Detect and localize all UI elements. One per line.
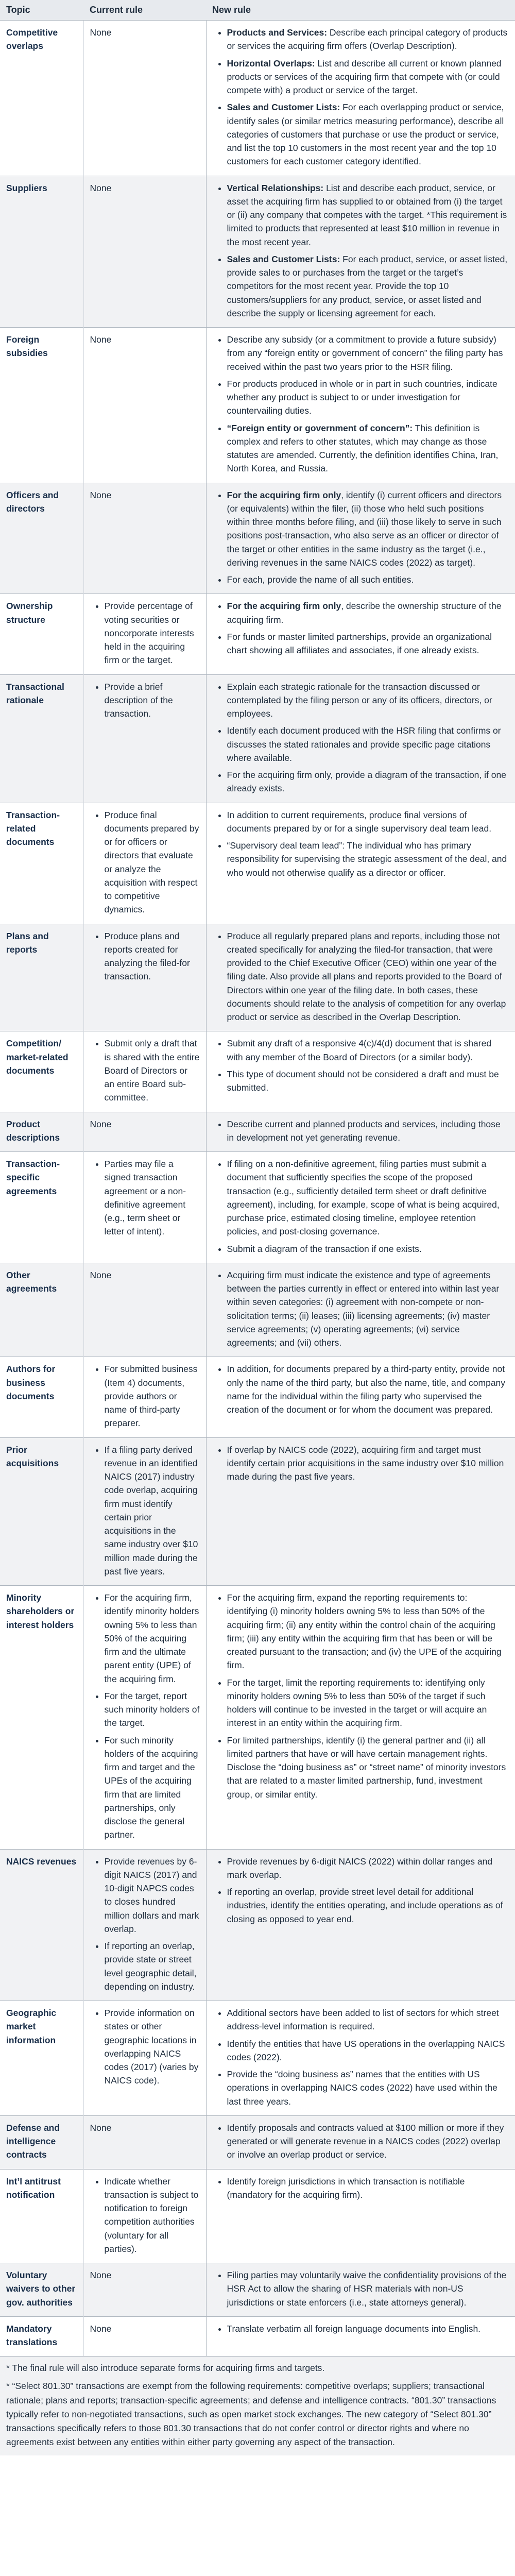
topic-cell: Suppliers (0, 176, 83, 328)
current-rule-text: None (90, 1269, 112, 1280)
new-rule-list (213, 1117, 509, 1145)
current-rule-item: • Parties may file a signed transaction agreement or a non-definitive agreement (e.g., term sheet or letter of intent). (105, 1157, 200, 1239)
footnote: * “Select 801.30” transactions are exempt from the following requirements: competitive overlaps; suppliers; transactional rationale; plans and reports; transaction-specific agreements; and defense and intelligence contracts. “801.30” transactions typically refer to non-negotiated transactions, such as open market stock exchanges. The new category of “Select 801.30” transactions specifically refers to those 801.30 transactions that do not confer control or director rights and where no agreements exist between any entities within either party governing any aspect of the transaction. (6, 2381, 496, 2447)
current-rule-cell (83, 1357, 206, 1437)
topic-cell: NAICS revenues (0, 1849, 83, 2001)
current-rule-cell (83, 1152, 206, 1263)
new-rule-text: For limited partnerships, identify (i) the general partner and (ii) all limited partners that have or will have certain management rights. Disclose the “doing business as” or “street name” of minority investors that are related to a master limited partnership, fund, investment group, or similar entity. (227, 1735, 506, 1800)
new-rule-cell (206, 1152, 515, 1263)
current-rule-cell (83, 2316, 206, 2356)
new-rule-item (227, 724, 509, 765)
new-rule-cell (206, 1263, 515, 1357)
current-rule-item: • Provide information on states or other geographic locations in overlapping NAICS codes (2017) (varies by NAICS code). (105, 2006, 200, 2088)
current-rule-item: • Provide revenues by 6-digit NAICS (2017) and 10-digit NAPCS codes to closes hundred million dollars and mark overlap. (105, 1855, 200, 1936)
table-header-row (0, 0, 515, 21)
topic-cell: Transaction-specific agreements (0, 1152, 83, 1263)
new-rule-item (227, 929, 509, 1024)
topic-cell: Competitive overlaps (0, 21, 83, 176)
new-rule-item (227, 488, 509, 570)
current-rule-cell (83, 1112, 206, 1152)
new-rule-text: For the acquiring firm, expand the reporting requirements to: identifying (i) minority holders owning 5% to less than 50% of the acquiring firm; (ii) any entity within the control chain of the acquiring firm; (iii) any entity within the acquiring firm that has been or will be created pursuant to the transaction; and (iv) the UPE of the acquiring firm. (227, 1592, 502, 1671)
new-rule-text: “Supervisory deal team lead”: The individual who has primary responsibility for supervising the strategic assessment of the deal, and who would not otherwise qualify as a director or officer. (227, 840, 507, 878)
new-rule-lead: Horizontal Overlaps: (227, 58, 315, 69)
current-rule-cell (83, 2169, 206, 2263)
new-rule-cell (206, 924, 515, 1031)
new-rule-item (227, 2006, 509, 2033)
new-rule-item (227, 1157, 509, 1239)
new-rule-text: Provide the “doing business as” names that the entities with US operations in overlapping NAICS codes (2022) have used within the last three years. (227, 2069, 497, 2107)
topic-cell: Authors for business documents (0, 1357, 83, 1437)
current-rule-item: • Provide a brief description of the transaction. (105, 680, 200, 721)
current-rule-list (90, 1157, 200, 1239)
new-rule-text: Provide revenues by 6-digit NAICS (2022) within dollar ranges and mark overlap. (227, 1856, 493, 1880)
new-rule-text: Describe each principal category of products or services the acquiring firm offers (Overlap Description). (227, 27, 508, 52)
table-row (0, 1849, 515, 2001)
current-rule-list (90, 1037, 200, 1104)
topic-cell: Ownership structure (0, 594, 83, 674)
new-rule-cell (206, 328, 515, 483)
new-rule-list (213, 1362, 509, 1416)
new-rule-list (213, 599, 509, 657)
footnote: * The final rule will also introduce separate forms for acquiring firms and targets. (6, 2363, 325, 2374)
table-row (0, 2263, 515, 2317)
topic-cell: Foreign subsidies (0, 328, 83, 483)
table-row (0, 1437, 515, 1586)
table-row (0, 1263, 515, 1357)
new-rule-text: For the target, limit the reporting requirements to: identifying only minority holders owning 5% to less than 50% of the target if such holders will continue to be invested in the target or will acquire an interest in an entity within the acquiring firm. (227, 1677, 487, 1728)
topic-cell: Competition/ market-related documents (0, 1031, 83, 1112)
topic-cell: Mandatory translations (0, 2316, 83, 2356)
topic-cell: Other agreements (0, 1263, 83, 1357)
table-row (0, 1031, 515, 1112)
current-rule-cell (83, 1031, 206, 1112)
current-rule-cell (83, 1437, 206, 1586)
table-row (0, 21, 515, 176)
new-rule-cell (206, 2001, 515, 2116)
new-rule-item (227, 1443, 509, 1484)
new-rule-item (227, 1117, 509, 1145)
new-rule-item (227, 181, 509, 249)
header-topic: Topic (0, 0, 83, 21)
new-rule-list (213, 680, 509, 795)
current-rule-list (90, 1443, 200, 1579)
new-rule-item (227, 1268, 509, 1350)
table-row (0, 803, 515, 924)
new-rule-text: In addition, for documents prepared by a third-party entity, provide not only the name of the third party, but also the name, title, and company name for the individual within the filing party who supervised the creation of the document or for whom the document was prepared. (227, 1364, 506, 1415)
new-rule-text: This type of document should not be considered a draft and must be submitted. (227, 1069, 499, 1093)
new-rule-text: Explain each strategic rationale for the transaction discussed or contemplated by the filing person or any of its officers, directors, or employees. (227, 681, 492, 719)
new-rule-text: If filing on a non-definitive agreement, filing parties must submit a document that sufficiently specifies the scope of the proposed transaction (e.g., sufficiently detailed term sheet or draft definitive agreement), including, for example, scope of what is being acquired, purchase price, estimated closing timeline, employee retention policies, and post-closing governance. (227, 1159, 500, 1237)
new-rule-lead: For the acquiring firm only (227, 489, 341, 500)
new-rule-text: Identify the entities that have US operations in the overlapping NAICS codes (2022). (227, 2038, 505, 2062)
new-rule-item (227, 1734, 509, 1801)
new-rule-lead: For the acquiring firm only (227, 601, 341, 612)
new-rule-list (213, 2175, 509, 2202)
current-rule-cell (83, 483, 206, 594)
new-rule-cell (206, 176, 515, 328)
current-rule-text: None (90, 182, 112, 193)
new-rule-lead: “Foreign entity or government of concern”: (227, 422, 413, 433)
new-rule-text: Identify each document produced with the HSR filing that confirms or discusses the stated rationales and provide specific page citations where available. (227, 725, 501, 763)
new-rule-cell (206, 21, 515, 176)
current-rule-item: • Submit only a draft that is shared with the entire Board of Directors or an entire Board sub-committee. (105, 1037, 200, 1104)
current-rule-list (90, 808, 200, 917)
current-rule-cell (83, 674, 206, 803)
new-rule-cell (206, 594, 515, 674)
table-body (0, 21, 515, 2357)
new-rule-item (227, 1676, 509, 1730)
new-rule-list (213, 2121, 509, 2162)
table-row (0, 1357, 515, 1437)
new-rule-list (213, 808, 509, 879)
new-rule-list (213, 2268, 509, 2309)
new-rule-cell (206, 483, 515, 594)
current-rule-cell (83, 328, 206, 483)
current-rule-text: None (90, 27, 112, 38)
new-rule-text: List and describe each product, service, or asset the acquiring firm has supplied to or obtained from (i) the target or (ii) any company that competes with the target. *This requirement is limited to products that represented at least $10 million in revenue in the most recent year. (227, 182, 507, 247)
new-rule-list (213, 1855, 509, 1926)
current-rule-cell (83, 2115, 206, 2169)
new-rule-item (227, 1067, 509, 1095)
new-rule-item (227, 377, 509, 418)
new-rule-text: List and describe all current or known planned products or services of the acquiring firm that compete with (or could compete with) a product or service of the target. (227, 58, 502, 95)
new-rule-text: Filing parties may voluntarily waive the confidentiality provisions of the HSR Act to allow the sharing of HSR materials with non-US jurisdictions or state enforcers (i.e., state attorneys general). (227, 2270, 507, 2308)
topic-cell: Int’l antitrust notification (0, 2169, 83, 2263)
new-rule-item (227, 680, 509, 721)
current-rule-cell (83, 924, 206, 1031)
new-rule-item (227, 2268, 509, 2309)
table-row (0, 2115, 515, 2169)
new-rule-text: If overlap by NAICS code (2022), acquiring firm and target must identify certain prior acquisitions in the same industry over $10 million made during the past five years. (227, 1444, 504, 1482)
table-row (0, 1586, 515, 1850)
new-rule-item (227, 2037, 509, 2064)
new-rule-cell (206, 2169, 515, 2263)
new-rule-text: This definition is complex and refers to other statutes, which may change as those statutes are amended. Currently, the definition identifies China, Iran, North Korea, and Russia. (227, 422, 499, 474)
new-rule-item (227, 26, 509, 53)
current-rule-text: None (90, 334, 112, 345)
new-rule-text: Identify foreign jurisdictions in which transaction is notifiable (mandatory for the acquiring firm). (227, 2176, 465, 2200)
new-rule-list (213, 2006, 509, 2108)
new-rule-text: Describe any subsidy (or a commitment to provide a future subsidy) from any “foreign entity or government of concern” the filing party has received within the past two years prior to the HSR filing. (227, 334, 503, 372)
current-rule-cell (83, 1263, 206, 1357)
current-rule-list (90, 929, 200, 984)
new-rule-cell (206, 1357, 515, 1437)
footnotes (0, 2356, 515, 2455)
topic-cell: Transaction-related documents (0, 803, 83, 924)
new-rule-cell (206, 1586, 515, 1850)
current-rule-cell (83, 2001, 206, 2116)
current-rule-cell (83, 1586, 206, 1850)
topic-cell: Voluntary waivers to other gov. authorities (0, 2263, 83, 2317)
current-rule-text: None (90, 1118, 112, 1129)
new-rule-text: Submit any draft of a responsive 4(c)/4(d) document that is shared with any member of the Board of Directors (or a similar body). (227, 1038, 492, 1062)
topic-cell: Officers and directors (0, 483, 83, 594)
new-rule-text: Acquiring firm must indicate the existence and type of agreements between the parties currently in effect or entered into within last year within seven categories: (i) agreement with non-compete or non-solicitation terms; (ii) leases; (iii) licensing agreements; (iv) master service agreements; (v) operating agreements; (vi) service agreements; and (vii) others. (227, 1269, 500, 1348)
new-rule-item (227, 599, 509, 626)
new-rule-item (227, 2322, 509, 2335)
topic-cell: Transactional rationale (0, 674, 83, 803)
current-rule-item: • For the acquiring firm, identify minority holders owning 5% to less than 50% of the acquiring firm and the ultimate parent entity (UPE) of the acquiring firm. (105, 1591, 200, 1686)
current-rule-list (90, 1591, 200, 1842)
current-rule-text: None (90, 2323, 112, 2334)
new-rule-text: For the acquiring firm only, provide a diagram of the transaction, if one already exists. (227, 770, 506, 794)
topic-cell: Minority shareholders or interest holders (0, 1586, 83, 1850)
header-new-rule: New rule (206, 0, 515, 21)
table-row (0, 674, 515, 803)
current-rule-cell (83, 1849, 206, 2001)
current-rule-cell (83, 803, 206, 924)
new-rule-cell (206, 2115, 515, 2169)
new-rule-text: Produce all regularly prepared plans and reports, including those not created specifically for analyzing the filed-for transaction, that were provided to the Chief Executive Officer (CEO) within one year of the filing date. Also provide all plans and reports provided to the Board of Directors within one year of the filing date. In both cases, these documents should relate to the analysis of competition for any overlap product or service as described in the Overlap Description. (227, 930, 506, 1022)
table-row (0, 176, 515, 328)
new-rule-lead: Vertical Relationships: (227, 182, 324, 193)
table-row (0, 2001, 515, 2116)
new-rule-text: For each product, service, or asset listed, provide sales to or purchases from the target or the target’s competitors for the most recent year. Provide the top 10 customers/suppliers for any product, service, or asset listed and describe the supply or licensing agreement for each. (227, 253, 508, 318)
new-rule-item (227, 573, 509, 586)
current-rule-list (90, 2006, 200, 2088)
new-rule-list (213, 181, 509, 320)
new-rule-text: , identify (i) current officers and directors (or equivalents) within the filer, (ii) those who held such positions within three months before filing, and (iii) those likely to serve in such positions post-transaction, who also serve as an officer or director of the target or other entities in the same industry as the target (i.e., deriving revenues in the same NAICS codes (2022) as target). (227, 489, 502, 568)
current-rule-cell (83, 176, 206, 328)
new-rule-text: , describe the ownership structure of the acquiring firm. (227, 601, 502, 625)
new-rule-list (213, 26, 509, 168)
new-rule-cell (206, 803, 515, 924)
new-rule-text: Submit a diagram of the transaction if one exists. (227, 1243, 422, 1254)
table-row (0, 924, 515, 1031)
new-rule-list (213, 333, 509, 476)
table-row (0, 483, 515, 594)
new-rule-item (227, 1362, 509, 1416)
new-rule-text: For each, provide the name of all such entities. (227, 574, 414, 585)
new-rule-item (227, 2175, 509, 2202)
current-rule-text: None (90, 489, 112, 500)
new-rule-item (227, 333, 509, 374)
new-rule-text: Translate verbatim all foreign language documents into English. (227, 2323, 481, 2334)
current-rule-list (90, 680, 200, 721)
new-rule-list (213, 488, 509, 587)
new-rule-cell (206, 1849, 515, 2001)
table-row (0, 594, 515, 674)
topic-cell: Prior acquisitions (0, 1437, 83, 1586)
new-rule-lead: Sales and Customer Lists: (227, 253, 340, 264)
new-rule-cell (206, 2316, 515, 2356)
new-rule-cell (206, 1437, 515, 1586)
new-rule-item (227, 1242, 509, 1256)
new-rule-item (227, 57, 509, 97)
new-rule-list (213, 1443, 509, 1484)
new-rule-item (227, 1037, 509, 1064)
new-rule-list (213, 1591, 509, 1801)
new-rule-list (213, 1268, 509, 1350)
new-rule-list (213, 929, 509, 1024)
current-rule-list (90, 2175, 200, 2256)
new-rule-item (227, 808, 509, 836)
new-rule-text: For each overlapping product or service, identify sales (or similar metrics measuring performance), describe all categories of customers that purchase or use the product or service, and list the top 10 customers in the most recent year and the top 10 customers for each customer category identified. (227, 102, 504, 167)
current-rule-item: • For the target, report such minority holders of the target. (105, 1689, 200, 1730)
current-rule-item: • Produce plans and reports created for analyzing the filed-for transaction. (105, 929, 200, 984)
new-rule-list (213, 1157, 509, 1256)
new-rule-cell (206, 1112, 515, 1152)
new-rule-text: In addition to current requirements, produce final versions of documents prepared by or for a single supervisory deal team lead. (227, 809, 492, 834)
new-rule-lead: Products and Services: (227, 27, 328, 38)
current-rule-text: None (90, 2122, 112, 2133)
new-rule-text: If reporting an overlap, provide street level detail for additional industries, identify the entities operating, and include operations as of closing as opposed to year end. (227, 1887, 503, 1924)
new-rule-list (213, 1037, 509, 1094)
new-rule-item (227, 421, 509, 476)
current-rule-cell (83, 594, 206, 674)
new-rule-text: For funds or master limited partnerships, provide an organizational chart showing all affiliates and associates, if one already exists. (227, 631, 492, 655)
current-rule-item: • Indicate whether transaction is subject to notification to foreign competition authorities (voluntary for all parties). (105, 2175, 200, 2256)
new-rule-text: For products produced in whole or in part in such countries, indicate whether any product is subject to or under investigation for countervailing duties. (227, 378, 497, 416)
new-rule-item (227, 1591, 509, 1672)
new-rule-text: Additional sectors have been added to list of sectors for which street address-level information is required. (227, 2008, 499, 2032)
topic-cell: Plans and reports (0, 924, 83, 1031)
table-row (0, 328, 515, 483)
new-rule-cell (206, 674, 515, 803)
new-rule-item (227, 839, 509, 879)
new-rule-cell (206, 2263, 515, 2317)
new-rule-item (227, 252, 509, 320)
new-rule-item (227, 2067, 509, 2108)
new-rule-text: Identify proposals and contracts valued at $100 million or more if they generated or will generate revenue in a NAICS codes (2022) overlap or involve an overlap product or service. (227, 2122, 504, 2160)
header-current-rule: Current rule (83, 0, 206, 21)
current-rule-item: • For such minority holders of the acquiring firm and target and the UPEs of the acquiring firm that are limited partnerships, only disclose the general partner. (105, 1734, 200, 1842)
new-rule-item (227, 1885, 509, 1926)
current-rule-list (90, 1855, 200, 1994)
current-rule-item: • Produce final documents prepared by or for officers or directors that evaluate or analyze the acquisition with respect to competitive dynamics. (105, 808, 200, 917)
table-row (0, 2316, 515, 2356)
topic-cell: Geographic market information (0, 2001, 83, 2116)
current-rule-item: • Provide percentage of voting securities or noncorporate interests held in the acquiring firm or the target. (105, 599, 200, 667)
current-rule-list (90, 1362, 200, 1430)
current-rule-item: • If reporting an overlap, provide state or street level geographic detail, depending on industry. (105, 1939, 200, 1993)
new-rule-cell (206, 1031, 515, 1112)
current-rule-list (90, 599, 200, 667)
new-rule-item (227, 100, 509, 168)
current-rule-cell (83, 2263, 206, 2317)
current-rule-item: • If a filing party derived revenue in an identified NAICS (2017) industry code overlap, acquiring firm must identify certain prior acquisitions in the same industry over $10 million made during the past five years. (105, 1443, 200, 1579)
table-row (0, 1152, 515, 1263)
new-rule-item (227, 630, 509, 657)
new-rule-lead: Sales and Customer Lists: (227, 102, 340, 113)
table-row (0, 1112, 515, 1152)
topic-cell: Product descriptions (0, 1112, 83, 1152)
current-rule-cell (83, 21, 206, 176)
new-rule-text: Describe current and planned products and services, including those in development not yet generating revenue. (227, 1118, 501, 1143)
new-rule-item (227, 2121, 509, 2162)
topic-cell: Defense and intelligence contracts (0, 2115, 83, 2169)
current-rule-text: None (90, 2270, 112, 2280)
new-rule-item (227, 768, 509, 795)
current-rule-item: • For submitted business (Item 4) documents, provide authors or name of third-party preparer. (105, 1362, 200, 1430)
table-row (0, 2169, 515, 2263)
new-rule-item (227, 1855, 509, 1882)
new-rule-list (213, 2322, 509, 2335)
